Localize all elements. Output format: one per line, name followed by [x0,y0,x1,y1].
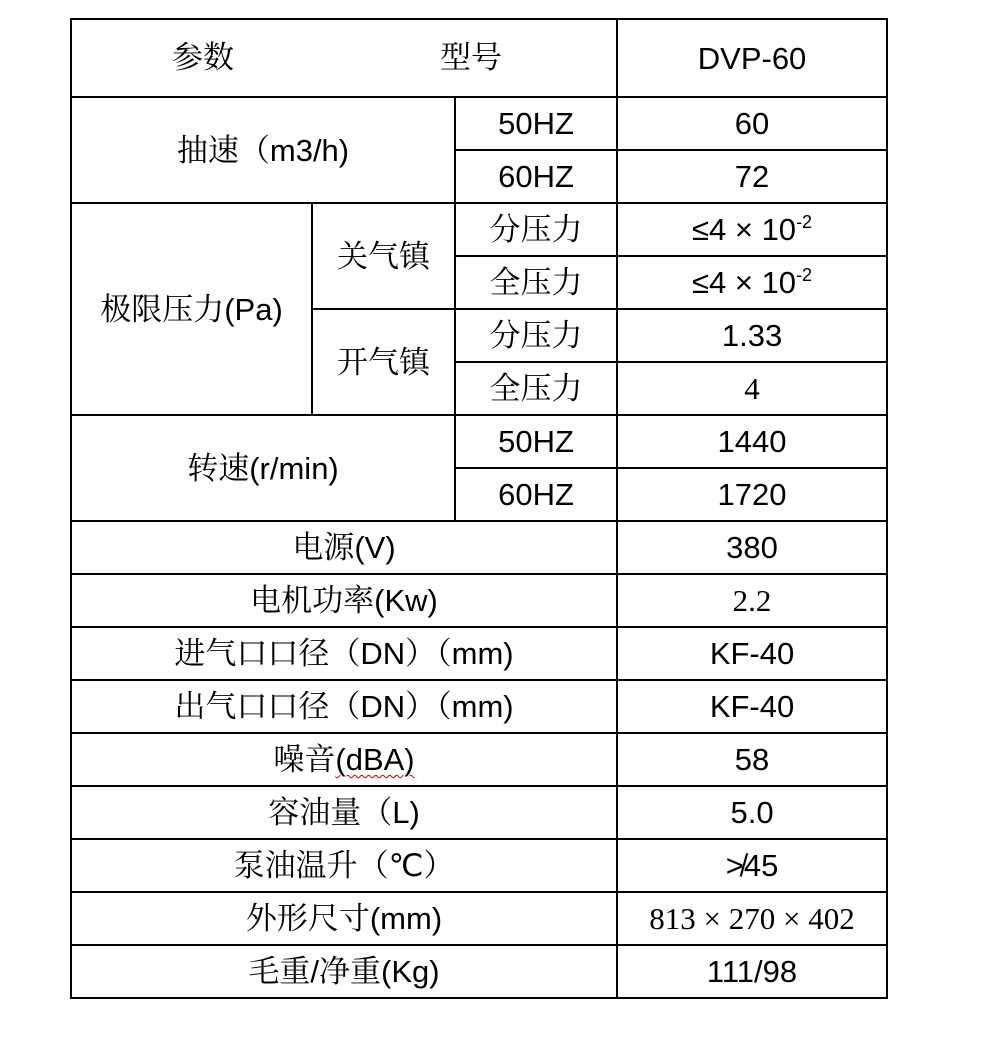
spec-table [70,18,888,999]
pressure-value: 4 [617,362,887,415]
rotation-speed-freq: 50HZ [455,415,617,468]
spec-value: 58 [617,733,887,786]
spec-label: 电源(V) [71,521,617,574]
pumping-speed-value: 72 [617,150,887,203]
spec-value: 111/98 [617,945,887,998]
spec-value: 813 × 270 × 402 [617,892,887,945]
pumping-speed-freq: 50HZ [455,97,617,150]
pumping-speed-label: 抽速（m3/h) [71,97,455,203]
spec-label: 泵油温升（℃） [71,839,617,892]
spec-label: 出气口口径（DN）（mm) [71,680,617,733]
spec-label: 噪音(dBA) [71,733,617,786]
rotation-speed-label: 转速(r/min) [71,415,455,521]
spec-value: ≯45 [617,839,887,892]
spec-value: 5.0 [617,786,887,839]
spec-label: 容油量（L) [71,786,617,839]
param-label: 参数 [172,40,234,75]
pressure-type: 分压力 [455,203,617,256]
pressure-type: 全压力 [455,256,617,309]
spec-label: 进气口口径（DN）（mm) [71,627,617,680]
spellcheck-underline: (dBA) [335,742,415,777]
spec-value: 380 [617,521,887,574]
closed-ballast-label: 关气镇 [312,203,455,309]
spec-value: 2.2 [617,574,887,627]
rotation-speed-value: 1720 [617,468,887,521]
pressure-value: $\le 4 \times 10^{-2}$ [617,203,887,256]
pumping-speed-freq: 60HZ [455,150,617,203]
pressure-value: 1.33 [617,309,887,362]
pumping-speed-value: 60 [617,97,887,150]
spec-label: 电机功率(Kw) [71,574,617,627]
ultimate-pressure-label: 极限压力(Pa) [71,203,312,415]
model-value: DVP-60 [617,19,887,97]
pressure-type: 全压力 [455,362,617,415]
spec-label: 毛重/净重(Kg) [71,945,617,998]
spec-value: KF-40 [617,627,887,680]
spec-label: 外形尺寸(mm) [71,892,617,945]
pressure-type: 分压力 [455,309,617,362]
pressure-value: $\le 4 \times 10^{-2}$ [617,256,887,309]
header-param-model-cell [71,19,617,97]
rotation-speed-freq: 60HZ [455,468,617,521]
open-ballast-label: 开气镇 [312,309,455,415]
spec-value: KF-40 [617,680,887,733]
model-label: 型号 [440,40,502,75]
rotation-speed-value: 1440 [617,415,887,468]
